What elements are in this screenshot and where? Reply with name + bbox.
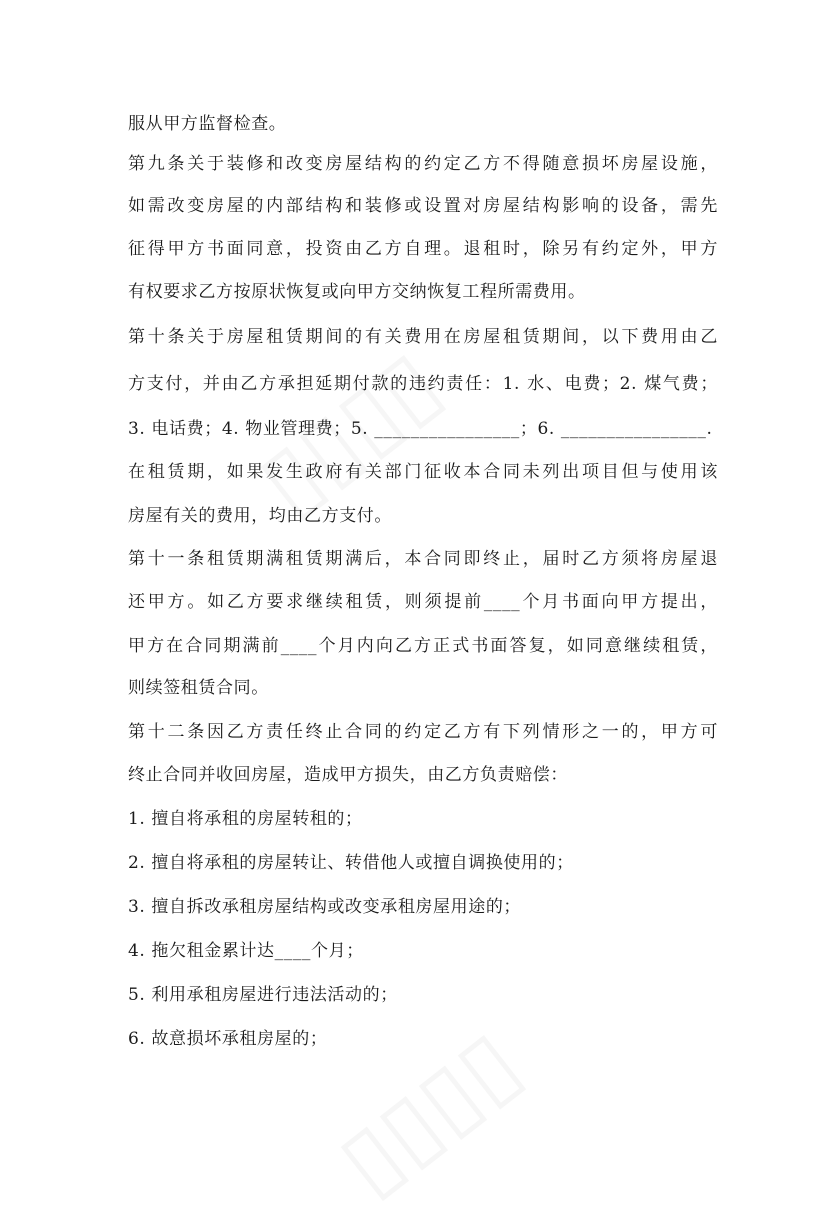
list-item: 1. 擅自将承租的房屋转租的； — [128, 809, 363, 829]
text-line: 第十一条租赁期满租赁期满后，本合同即终止，届时乙方须将房屋退 — [128, 549, 718, 569]
text-line: 服从甲方监督检查。 — [128, 114, 287, 134]
text-line: 方支付，并由乙方承担延期付款的违约责任：1. 水、电费；2. 煤气费； — [128, 374, 718, 394]
list-item: 6. 故意损坏承租房屋的； — [128, 1029, 328, 1049]
text-line: 还甲方。如乙方要求继续租赁，则须提前____个月书面向甲方提出， — [128, 592, 718, 612]
text-line: 第九条关于装修和改变房屋结构的约定乙方不得随意损坏房屋设施， — [128, 154, 718, 174]
list-item: 2. 擅自将承租的房屋转让、转借他人或擅自调换使用的； — [128, 853, 574, 873]
list-item: 5. 利用承租房屋进行违法活动的； — [128, 985, 398, 1005]
text-line: 如需改变房屋的内部结构和装修或设置对房屋结构影响的设备，需先 — [128, 196, 718, 216]
list-item: 4. 拖欠租金累计达____个月； — [128, 941, 364, 961]
text-line: 第十二条因乙方责任终止合同的约定乙方有下列情形之一的，甲方可 — [128, 722, 718, 742]
text-line: 第十条关于房屋租赁期间的有关费用在房屋租赁期间，以下费用由乙 — [128, 327, 718, 347]
text-line: 3. 电话费；4. 物业管理费；5. ________________；6. ________________. — [128, 419, 713, 439]
text-line: 在租赁期，如果发生政府有关部门征收本合同未列出项目但与使用该 — [128, 462, 718, 482]
text-line: 有权要求乙方按原状恢复或向甲方交纳恢复工程所需费用。 — [128, 282, 586, 302]
text-line: 则续签租赁合同。 — [128, 678, 269, 698]
text-line: 房屋有关的费用，均由乙方支付。 — [128, 506, 392, 526]
text-line: 终止合同并收回房屋，造成甲方损失，由乙方负责赔偿： — [128, 765, 568, 785]
text-line: 征得甲方书面同意，投资由乙方自理。退租时，除另有约定外，甲方 — [128, 239, 718, 259]
list-item: 3. 擅自拆改承租房屋结构或改变承租房屋用途的； — [128, 897, 522, 917]
text-line: 甲方在合同期满前____个月内向乙方正式书面答复，如同意继续租赁， — [128, 636, 718, 656]
